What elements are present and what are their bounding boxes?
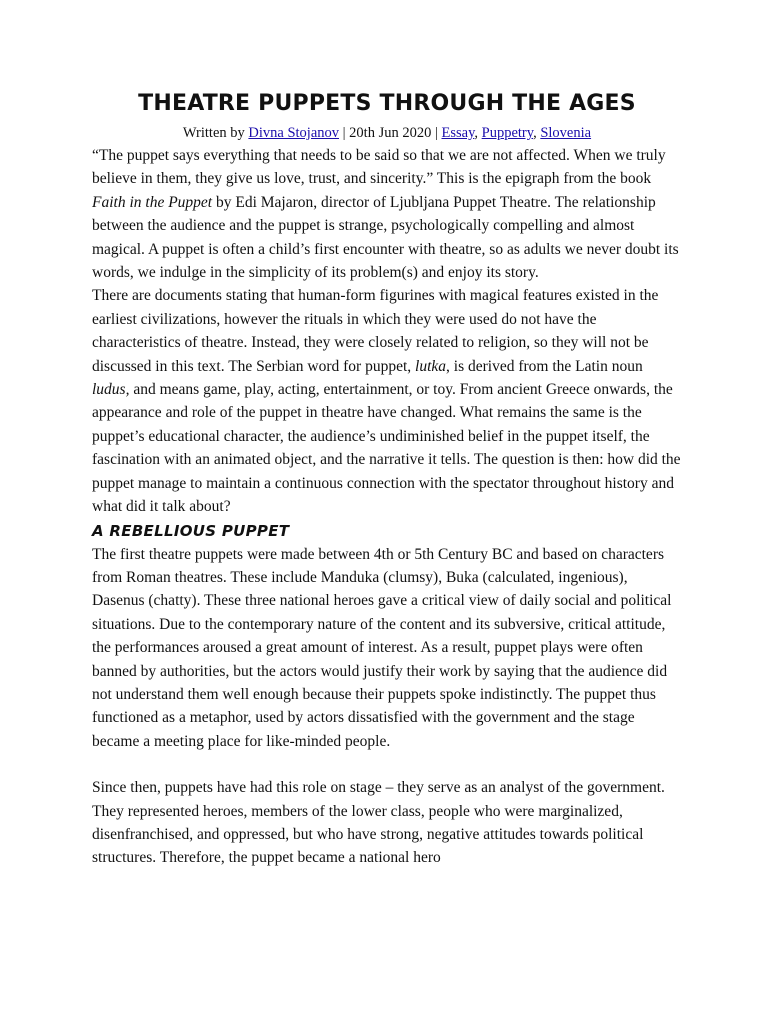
paragraph-spacer (92, 753, 682, 776)
italic-word-lutka: lutka (415, 357, 447, 375)
paragraph-rebellious: The first theatre puppets were made between 4th or 5th Century BC and based on characters from Roman theatres. These include Manduka (clumsy), Buka (calculated, ingenious), Dasenus (chatty). These three national heroes gave a critical view of daily social and political situations. Due to the contemporary nature of the content and its subversive, critical attitude, the performances aroused a great amount of interest. As a result, puppet plays were often banned by authorities, but the actors would justify their work by saying that the audience did not understand them well enough because their puppets spoke indistinctly. The puppet thus functioned as a metaphor, used by actors dissatisfied with the government and the stage became a meeting place for like-minded people. (92, 545, 672, 750)
paragraph-text: “The puppet says everything that needs to be said so that we are not affected. When we truly believe in them, they give us love, trust, and sincerity.” This is the epigraph from the book (92, 147, 666, 188)
paragraph-since-then: Since then, puppets have had this role on stage – they serve as an analyst of the government. They represented heroes, members of the lower class, people who were marginalized, disenfranchised, and oppressed, but who have strong, negative attitudes towards political structures. Therefore, the puppet became a national hero (92, 779, 665, 867)
article-title: THEATRE PUPPETS THROUGH THE AGES (138, 91, 636, 116)
paragraph-origins (92, 284, 682, 518)
section-heading: A REBELLIOUS PUPPET (92, 521, 290, 540)
article (92, 88, 682, 870)
byline-date: | 20th Jun 2020 | (339, 125, 442, 141)
tag-link-puppetry[interactable]: Puppetry (481, 125, 534, 141)
italic-word-ludus: ludus, (92, 381, 130, 399)
paragraph-text: by Edi Majaron, director of Ljubljana Puppet Theatre. The relationship between the audience and the puppet is strange, psychologically compelling and almost magical. A puppet is often a child’s first encounter with theatre, so as adults we never doubt its words, we indulge in the simplicity of its problem(s) and enjoy its story. (92, 193, 679, 282)
tag-separator: , (533, 125, 541, 141)
tag-link-essay[interactable]: Essay (441, 125, 475, 141)
paragraph-text: and means game, play, acting, entertainment, or toy. From ancient Greece onwards, the appearance and role of the puppet in theatre have changed. What remains the same is the puppet’s educational character, the audience’s undiminished belief in the puppet itself, the fascination with an animated object, and the narrative it tells. The question is then: how did the puppet manage to maintain a continuous connection with the spectator throughout history and what did it talk about? (92, 381, 681, 516)
paragraph-text: , is derived from the Latin noun (446, 357, 643, 375)
book-title: Faith in the Puppet (92, 193, 213, 211)
paragraph-text: There are documents stating that human-form figurines with magical features existed in the earliest civilizations, however the rituals in which they were used do not have the characteristics of theatre. Instead, they were closely related to religion, so they will not be discussed in this text. The Serbian word for puppet, (92, 287, 659, 375)
tag-link-slovenia[interactable]: Slovenia (540, 125, 592, 141)
paragraph-intro (92, 144, 682, 284)
tag-separator: , (474, 125, 482, 141)
author-link[interactable]: Divna Stojanov (248, 125, 340, 141)
byline (92, 122, 682, 144)
byline-prefix: Written by (182, 125, 249, 141)
